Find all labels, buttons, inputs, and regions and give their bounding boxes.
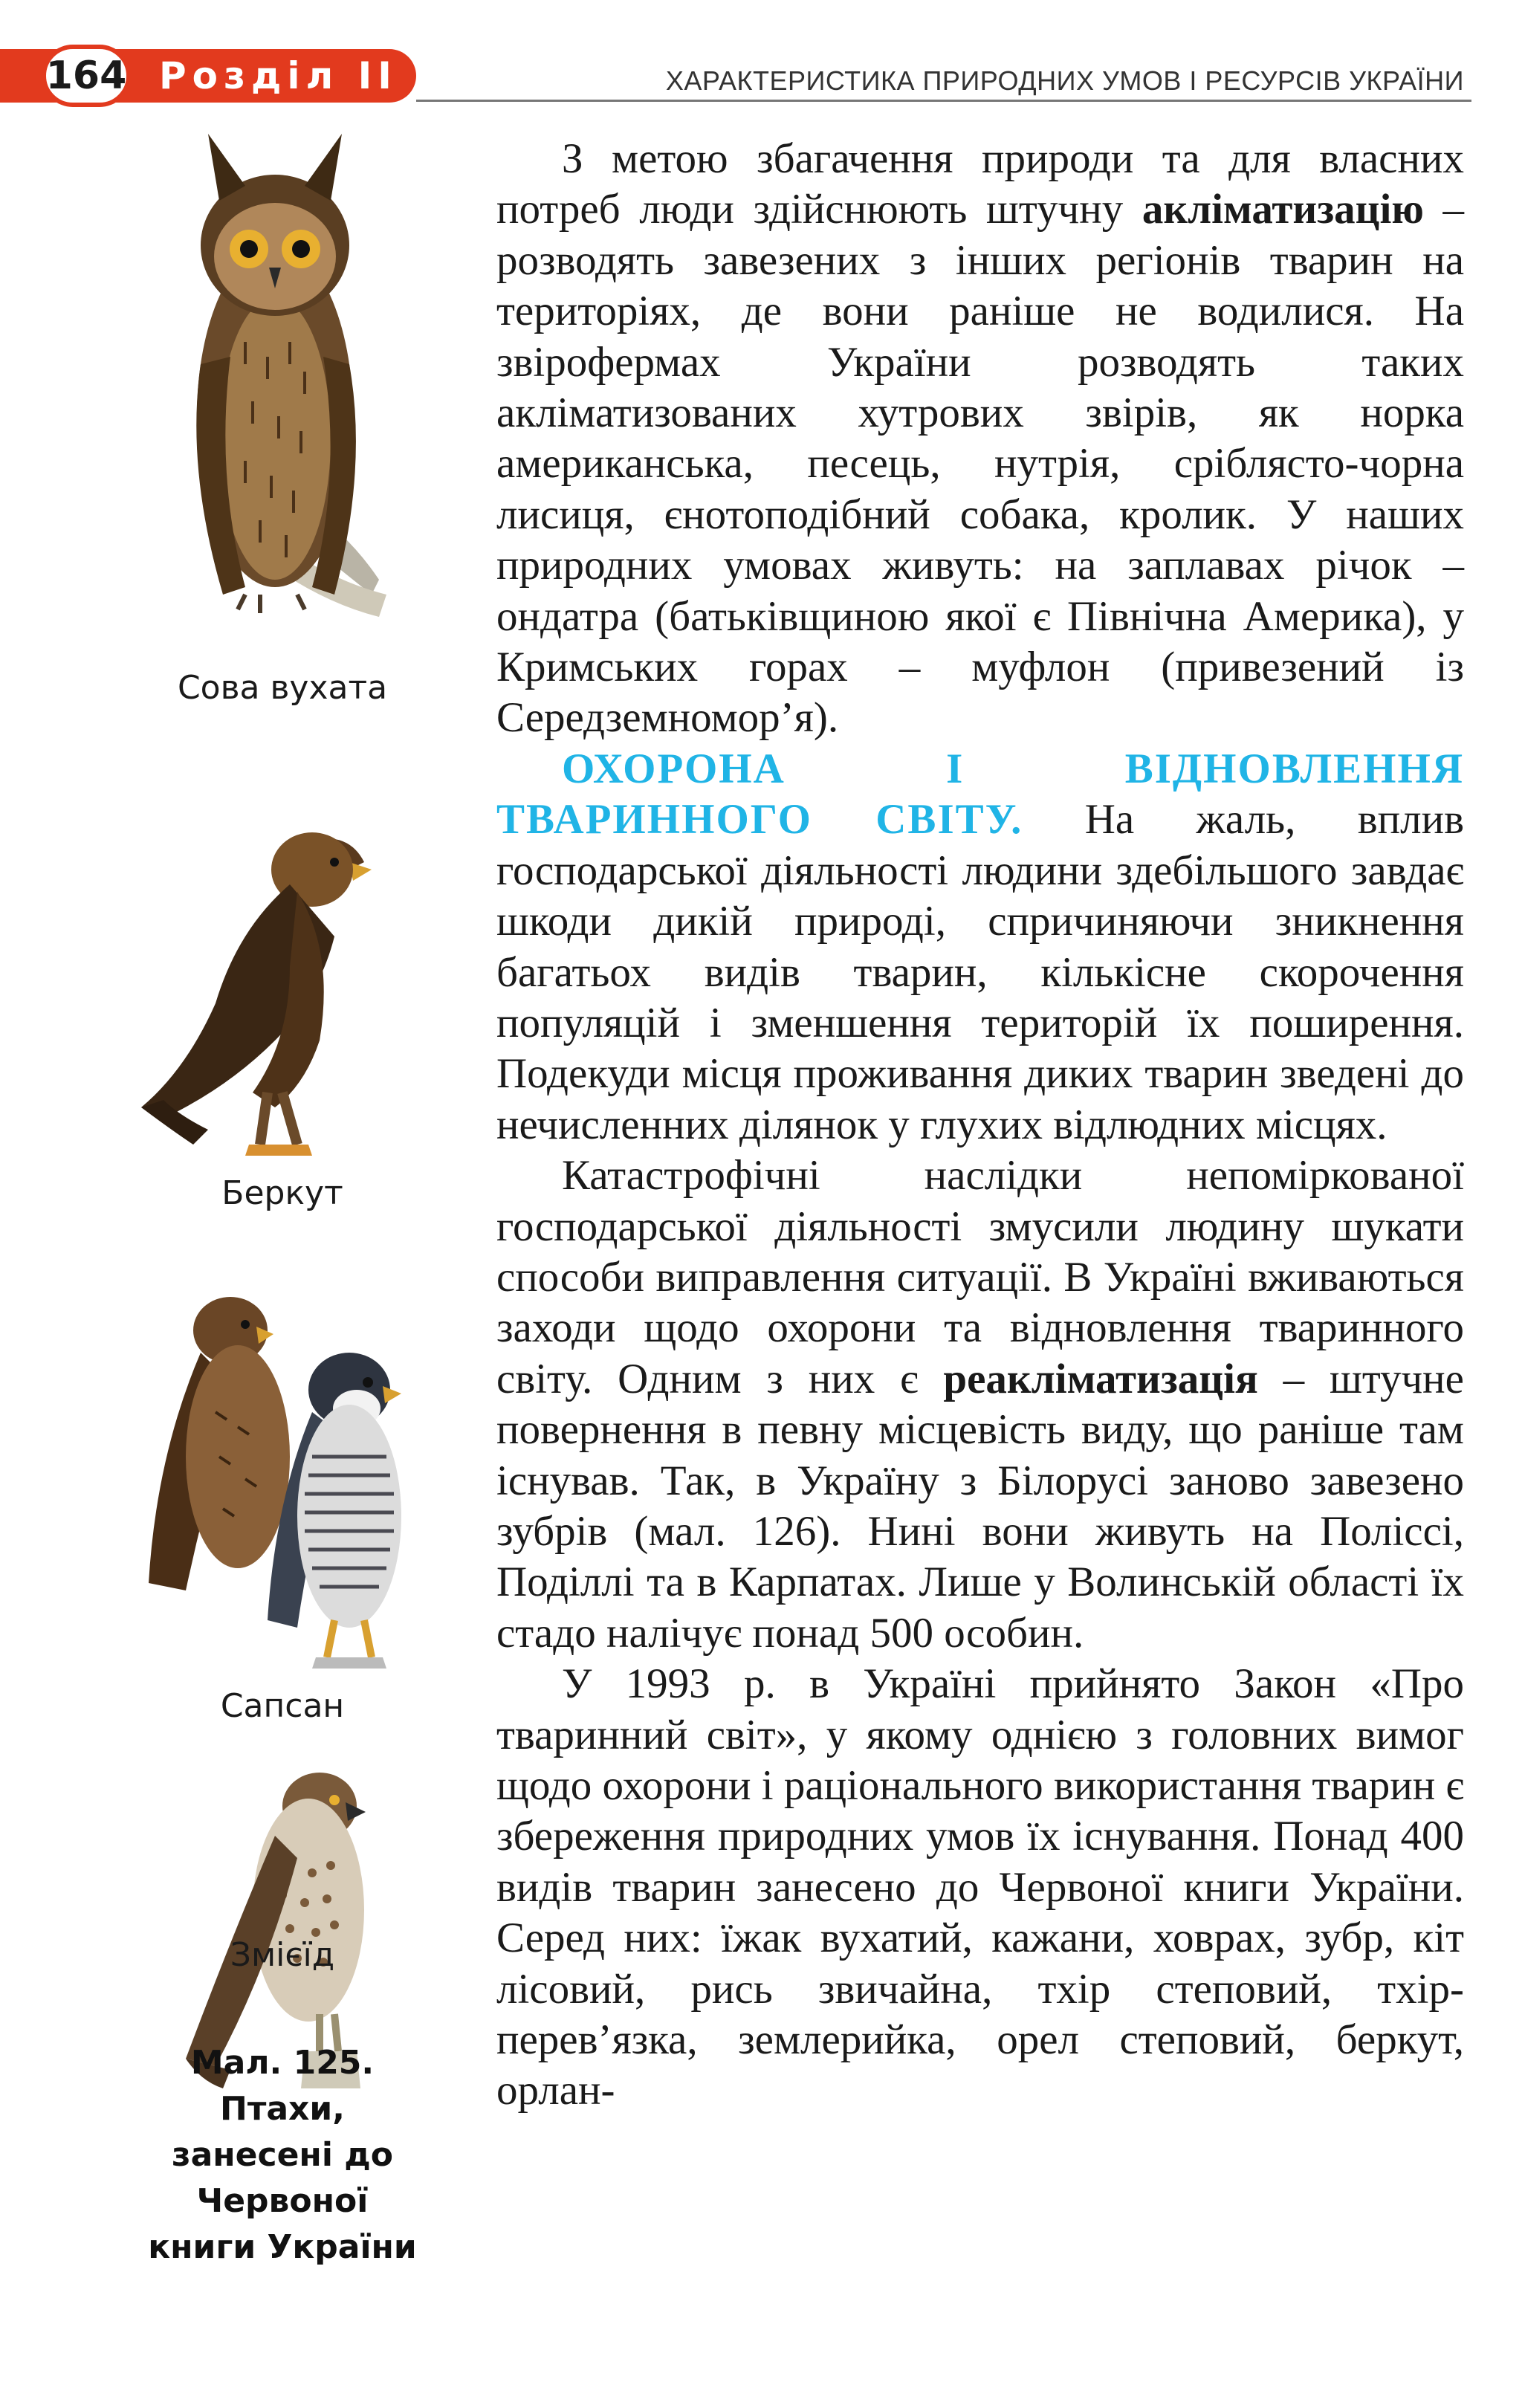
bird-figure	[111, 119, 453, 2363]
text-run: – штучне повернення в певну місцевість виду, що раніше там існував. Так, в Україну з Білорусі заново завезено зубрів (мал. 126). Нині вони живуть на Поліссі, Поділлі та в Карпатах. Лише у Волинській області їх стадо налічує понад 500 особин.	[496, 1355, 1464, 1657]
caption-owl: Сова вухата	[177, 669, 388, 707]
figure-caption-line: книги України	[148, 2228, 417, 2266]
section-heading: ОХОРОНА І ВІДНОВЛЕННЯ ТВАРИННОГО СВІТУ.	[496, 745, 1464, 844]
paragraph-protection	[496, 744, 1464, 1150]
running-title: ХАРАКТЕРИСТИКА ПРИРОДНИХ УМОВ І РЕСУРСІВ УКРАЇНИ	[665, 65, 1464, 96]
figure-caption-line: Птахи,	[220, 2090, 345, 2128]
owl-illustration	[156, 119, 394, 654]
figure-caption-line: Червоної	[196, 2182, 369, 2220]
figure-caption	[111, 2040, 453, 2271]
term-reacclimatization: реакліматизація	[943, 1355, 1258, 1402]
caption-short-toed-eagle: Змієїд	[230, 1936, 335, 1974]
figure-caption-line: Мал. 125.	[190, 2044, 375, 2082]
text-run: На жаль, вплив господарської діяльності людини здебільшого завдає шкоди дикій природі, спричиняючи зникнення багатьох видів тварин, кількісне скорочення популяцій і зменшення територій їх поширення. Подекуди місця проживання диких тварин зведені до нечисленних ділянок у глухих відлюдних місцях.	[496, 796, 1464, 1148]
main-text	[496, 134, 1464, 2117]
paragraph-acclimatization	[496, 134, 1464, 744]
page-header	[0, 0, 1522, 111]
peregrine-falcon-illustration	[126, 1263, 438, 1680]
header-divider	[416, 100, 1471, 102]
paragraph-reacclimatization	[496, 1150, 1464, 1659]
page-number: 164	[42, 45, 131, 107]
caption-peregrine-falcon: Сапсан	[220, 1687, 345, 1725]
text-run: З метою збагачення природи та для власних потреб люди здійснюють штучну	[496, 135, 1464, 233]
term-acclimatization: акліматизацію	[1142, 186, 1424, 233]
paragraph-law: У 1993 р. в Україні прийнято Закон «Про тваринний світ», у якому однією з головних вимог щодо охорони і раціонального використання тварин є збереження природних умов їх існування. Понад 400 видів тварин занесено до Червоної книги України. Серед них: їжак вухатий, кажани, ховрах, зубр, кіт лісовий, рись звичайна, тхір степовий, тхір-перев’язка, землерийка, орел степовий, беркут, орлан-	[496, 1660, 1464, 2114]
text-run: – розводять завезених з інших регіонів тварин на територіях, де вони раніше не водилися. На звірофермах України розводять таких акліматизованих хутрових звірів, як норка американська, песець, нутрія, сріблясто-чорна лисиця, єнотоподібний собака, кролик. У наших природних умовах живуть: на заплавах річок – ондатра (батьківщиною якої є Північна Америка), у Кримських горах – муфлон (привезений із Середземномор’я).	[496, 186, 1465, 742]
section-label: Розділ II	[159, 54, 398, 97]
golden-eagle-illustration	[126, 758, 438, 1174]
figure-caption-line: занесені до	[172, 2136, 393, 2174]
text-run: Катастрофічні наслідки непоміркованої господарської діяльності змусили людину шукати способи виправлення ситуації. В Україні вживаються заходи щодо охорони та відновлення тваринного світу. Одним з них є	[496, 1152, 1464, 1402]
caption-golden-eagle: Беркут	[221, 1174, 343, 1212]
